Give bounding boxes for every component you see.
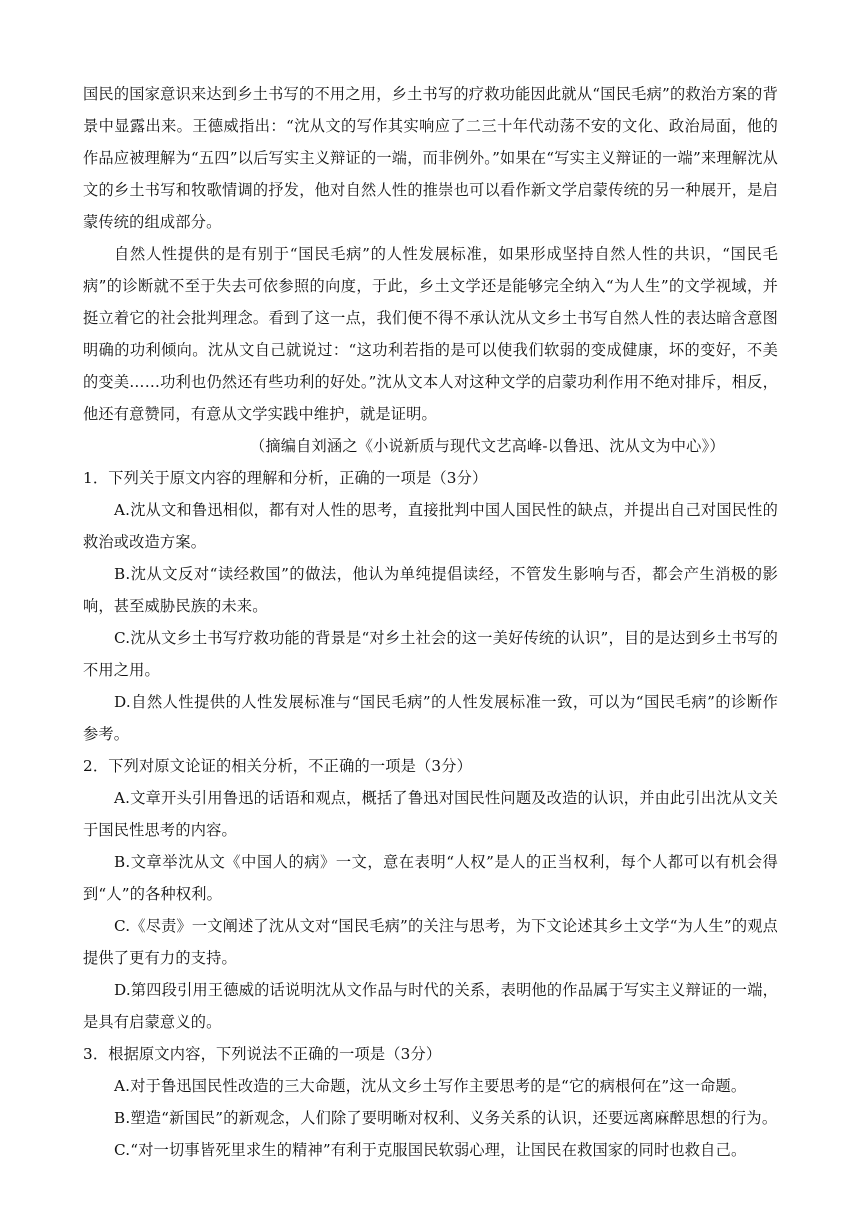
passage-paragraph: 自然人性提供的是有别于“国民毛病”的人性发展标准，如果形成坚持自然人性的共识，“国民毛病”的诊断就不至于失去可依参照的向度，于此，乡土文学还是能够完全纳入“为人生”的文学视域，并挺立着它的社会批判理念。看到了这一点，我们便不得不承认沈从文乡土书写自然人性的表达暗含意图明确的功利倾向。沈从文自己就说过：“这功利若指的是可以使我们软弱的变成健康，坏的变好，不美的变美……功利也仍然还有些功利的好处。”沈从文本人对这种文学的启蒙功利作用不绝对排斥，相反，他还有意赞同，有意从文学实践中维护，就是证明。 [83,245,778,423]
passage-paragraph: 国民的国家意识来达到乡土书写的不用之用，乡土书写的疗救功能因此就从“国民毛病”的救治方案的背景中显露出来。王德威指出：“沈从文的写作其实响应了二三十年代动荡不安的文化、政治局面，他的作品应被理解为“五四”以后写实主义辩证的一端，而非例外。”如果在“写实主义辩证的一端”来理解沈从文的乡土书写和牧歌情调的抒发，他对自然人性的推崇也可以看作新文学启蒙传统的另一种展开，是启蒙传统的组成部分。 [83,85,778,231]
question-stem: 1．下列关于原文内容的理解和分析，正确的一项是（3分） [83,469,488,487]
option-c: C.沈从文乡土书写疗救功能的背景是“对乡土社会的这一美好传统的认识”，目的是达到乡土书写的不用之用。 [83,629,778,679]
option-b: B.文章举沈从文《中国人的病》一文，意在表明“人权”是人的正当权利，每个人都可以有机会得到“人”的各种权利。 [83,853,778,903]
option-b: B.塑造“新国民”的新观念，人们除了要明晰对权利、义务关系的认识，还要远离麻醉思想的行为。 [114,1109,778,1127]
option-a: A.文章开头引用鲁迅的话语和观点，概括了鲁迅对国民性问题及改造的认识，并由此引出沈从文关于国民性思考的内容。 [83,789,778,839]
option-b: B.沈从文反对“读经救国”的做法，他认为单纯提倡读经，不管发生影响与否，都会产生消极的影响，甚至威胁民族的未来。 [83,565,778,615]
option-a: A.沈从文和鲁迅相似，都有对人性的思考，直接批判中国人国民性的缺点，并提出自己对国民性的救治或改造方案。 [83,501,778,551]
option-c: C.《尽责》一文阐述了沈从文对“国民毛病”的关注与思考，为下文论述其乡土文学“为人生”的观点提供了更有力的支持。 [83,917,778,967]
option-c: C.“对一切事皆死里求生的精神”有利于克服国民软弱心理，让国民在救国家的同时也救自己。 [114,1141,747,1159]
option-d: D.自然人性提供的人性发展标准与“国民毛病”的人性发展标准一致，可以为“国民毛病”的诊断作参考。 [83,693,778,743]
question-stem: 3．根据原文内容，下列说法不正确的一项是（3分） [83,1045,442,1063]
passage-source: （摘编自刘涵之《小说新质与现代文艺高峰-以鲁迅、沈从文为中心》） [250,437,725,455]
question-stem: 2．下列对原文论证的相关分析，不正确的一项是（3分） [83,757,473,775]
option-d: D.第四段引用王德威的话说明沈从文作品与时代的关系，表明他的作品属于写实主义辩证的一端，是具有启蒙意义的。 [83,981,778,1031]
option-a: A.对于鲁迅国民性改造的三大命题，沈从文乡土写作主要思考的是“它的病根何在”这一命题。 [114,1077,747,1095]
